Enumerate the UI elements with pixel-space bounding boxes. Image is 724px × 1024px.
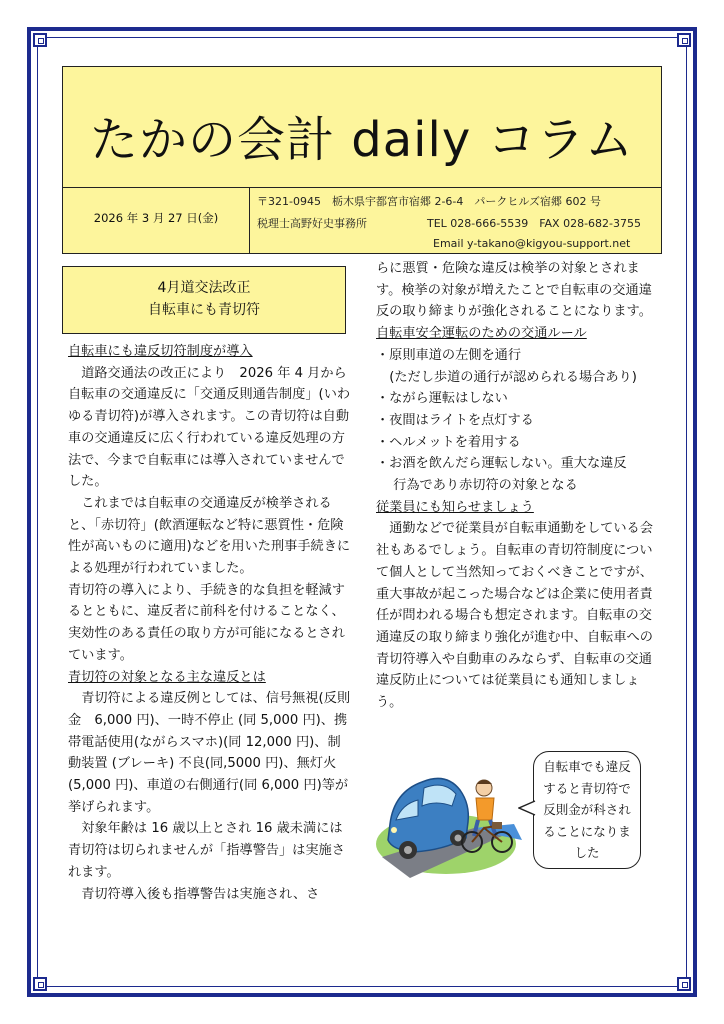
paragraph: 対象年齢は 16 歳以上とされ 16 歳未満には青切符は切られませんが「指導警告」は実施されます。	[68, 821, 345, 880]
office-address: 〒321-0945 栃木県宇都宮市宿郷 2-6-4 パークヒルズ宿郷 602 号	[257, 195, 602, 208]
paragraph: 青切符導入後も指導警告は実施され、さ	[81, 886, 320, 902]
speech-bubble-tail	[518, 800, 536, 816]
office-name: 税理士高野好史事務所	[257, 217, 367, 230]
paragraph: 行為であり赤切符の対象となる	[393, 478, 578, 494]
corner-ornament	[33, 33, 47, 47]
article-right-column	[376, 258, 660, 714]
paragraph: これまでは自転車の交通違反が検挙されると、「赤切符」(飲酒運転など特に悪質性・危険性が高いものに適用)などを用いた刑事手続きによる処理が行われていました。	[68, 495, 351, 577]
paragraph: ・お酒を飲んだら運転しない。重大な違反	[376, 456, 627, 472]
section-heading: 従業員にも知らせましょう	[376, 499, 534, 515]
paragraph: 青切符による違反例としては、信号無視(反則金 6,000 円)、一時不停止 (同 5,000 円)、携帯電話使用(ながらスマホ)(同 12,000 円)、制動装置 (ブレーキ) 不良(同,5000 円)、無灯火 (5,000 円)、車道の右側通行(同 6,000 円)等が挙げられます。	[68, 691, 351, 815]
paragraph: 通勤などで従業員が自転車通勤をしている会社もあるでしょう。自転車の青切符制度について個人として当然知っておくべきことですが、重大事故が起こった場合などは企業に使用者責任が問われる場合も想定されます。自転車の交通違反の取り締まり強化が進む中、自転車への青切符導入や自動車のみならず、自転車の交通違反防止については従業員にも通知しましょう。	[376, 521, 653, 711]
newsletter-title: たかの会計 daily コラム	[90, 112, 634, 168]
paragraph: ・原則車道の左側を通行	[376, 347, 522, 363]
section-heading: 青切符の対象となる主な違反とは	[68, 669, 266, 685]
paragraph: (ただし歩道の通行が認められる場合あり)	[389, 369, 637, 385]
issue-date: 2026 年 3 月 27 日(金)	[93, 211, 219, 225]
speech-bubble: 自転車でも違反すると青切符で反則金が科されることになりました	[533, 751, 641, 869]
car-and-cyclist-illustration	[374, 762, 538, 882]
paragraph: らに悪質・危険な違反は検挙の対象とされます。検挙の対象が増えたことで自転車の交通違反の取り締まりが強化されることになります。	[376, 261, 652, 320]
corner-ornament	[677, 33, 691, 47]
header-divider	[249, 187, 250, 253]
article-headline	[62, 266, 346, 334]
paragraph: ・ヘルメットを着用する	[376, 434, 521, 450]
corner-ornament	[677, 977, 691, 991]
paragraph: ・ながら運転はしない	[376, 391, 508, 407]
article-left-column	[68, 341, 351, 905]
section-heading: 自転車にも違反切符制度が導入	[68, 344, 253, 359]
office-tel-fax: TEL 028-666-5539 FAX 028-682-3755	[427, 217, 642, 230]
headline-line-2: 自転車にも青切符	[148, 302, 260, 318]
office-email: Email y-takano@kigyou-support.net	[433, 237, 631, 250]
paragraph: 道路交通法の改正により 2026 年 4 月から自転車の交通違反に「交通反則通告制度」(いわゆる青切符)が導入されます。この青切符は自動車の交通違反に広く行われている違反処理の方法で、今まで自転車には導入されていませんでした。	[68, 365, 351, 490]
header-divider	[63, 187, 661, 188]
paragraph: 青切符の導入により、手続き的な負担を軽減するとともに、違反者に前科を付けることなく、実効性のある責任の取り方が可能になるとされています。	[68, 582, 345, 663]
section-heading: 自転車安全運転のための交通ルール	[376, 326, 587, 342]
headline-line-1: 4月道交法改正	[157, 280, 251, 296]
corner-ornament	[33, 977, 47, 991]
newsletter-header	[62, 66, 662, 254]
paragraph: ・夜間はライトを点灯する	[376, 412, 534, 428]
